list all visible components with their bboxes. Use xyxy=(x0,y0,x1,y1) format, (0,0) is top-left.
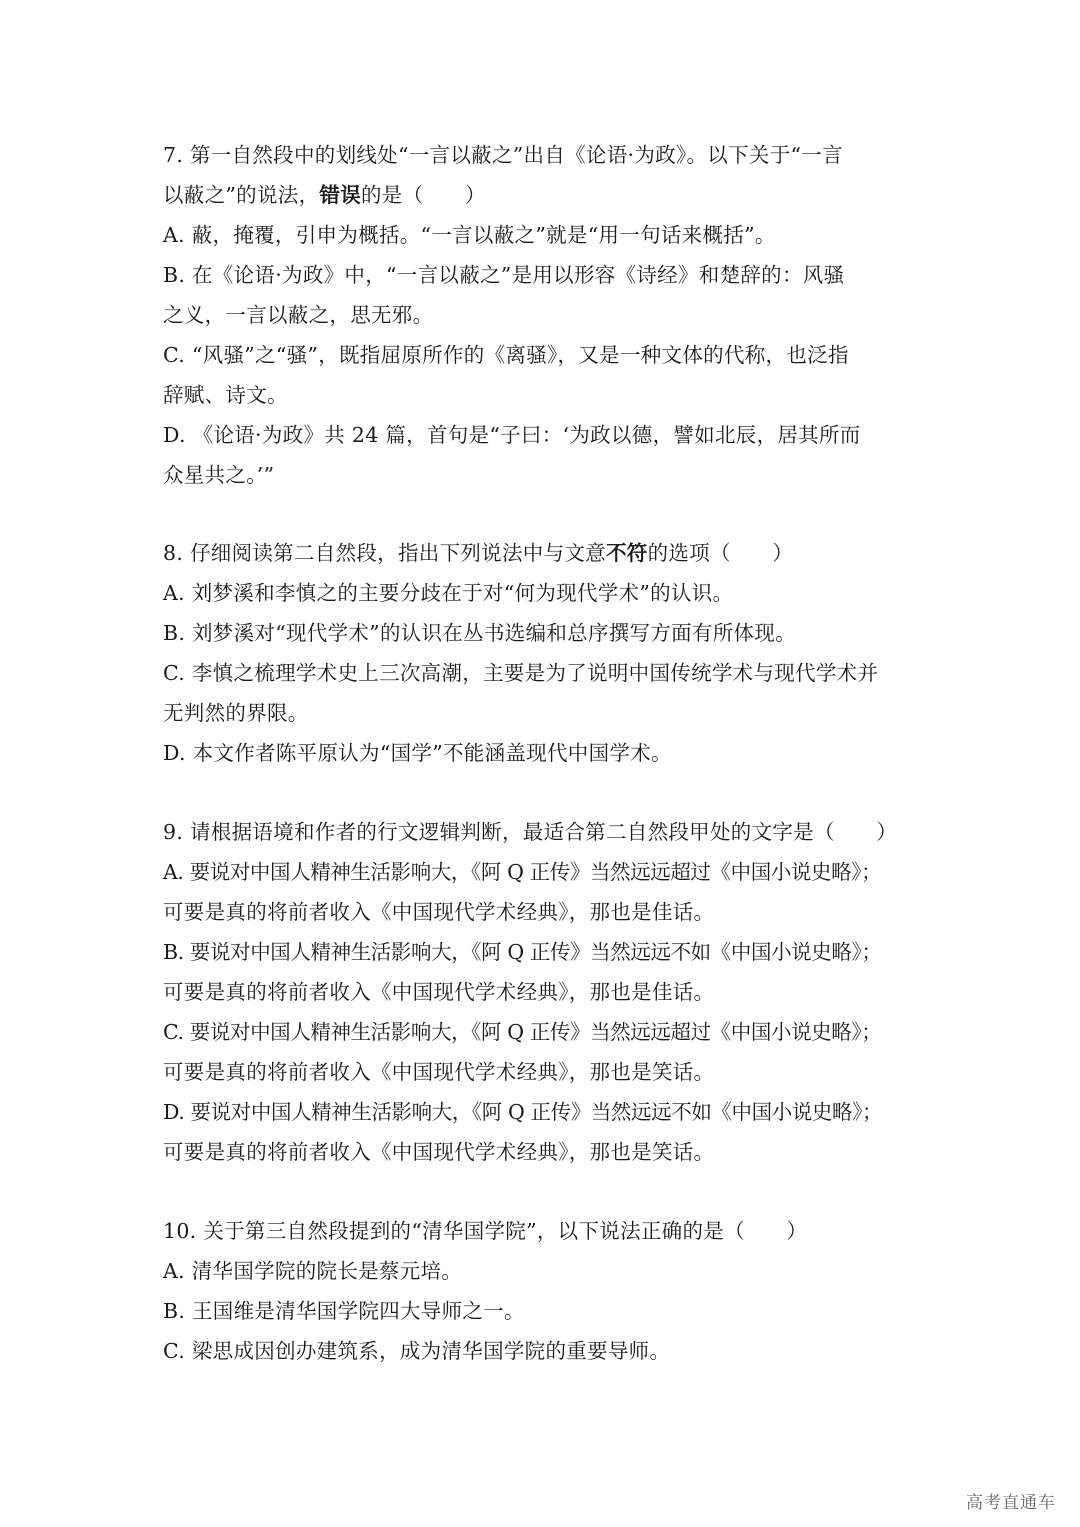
option-line: B. 在《论语·为政》中，“一言以蔽之”是用以形容《诗经》和楚辞的：风骚 xyxy=(163,263,845,287)
option-line: C. 梁思成因创办建筑系，成为清华国学院的重要导师。 xyxy=(163,1339,671,1363)
option-line: A. 蔽，掩覆，引申为概括。“一言以蔽之”就是“用一句话来概括”。 xyxy=(163,223,776,247)
question-stem xyxy=(163,533,878,573)
option-line: 可要是真的将前者收入《中国现代学术经典》，那也是佳话。 xyxy=(163,980,715,1004)
option-line: B. 王国维是清华国学院四大导师之一。 xyxy=(163,1299,525,1323)
emphasis-text: 错误 xyxy=(319,183,361,207)
option-line: 可要是真的将前者收入《中国现代学术经典》，那也是笑话。 xyxy=(163,1060,715,1084)
option-line: 众星共之。’” xyxy=(163,463,275,487)
stem-text: 8. 仔细阅读第二自然段，指出下列说法中与文意 xyxy=(163,541,606,565)
emphasis-text: 不符 xyxy=(605,541,648,565)
question-stem-continued xyxy=(163,175,861,215)
option-line: 辞赋、诗文。 xyxy=(163,383,288,407)
option-line: A. 要说对中国人精神生活影响大，《阿 Q 正传》当然远远超过《中国小说史略》； xyxy=(163,860,882,884)
option-line: D. 本文作者陈平原认为“国学”不能涵盖现代中国学术。 xyxy=(163,741,672,765)
option-line: C. 要说对中国人精神生活影响大，《阿 Q 正传》当然远远超过《中国小说史略》； xyxy=(163,1020,882,1044)
option-line: D. 《论语·为政》共 24 篇，首句是“子曰：‘为政以德，譬如北辰，居其所而 xyxy=(163,423,861,447)
question-stem: 7. 第一自然段中的划线处“一言以蔽之”出自《论语·为政》。以下关于“一言 xyxy=(163,143,843,167)
option-line: 无判然的界限。 xyxy=(163,701,309,725)
option-line: A. 清华国学院的院长是蔡元培。 xyxy=(163,1259,463,1283)
option-line: 可要是真的将前者收入《中国现代学术经典》，那也是佳话。 xyxy=(163,900,715,924)
option-line: A. 刘梦溪和李慎之的主要分歧在于对“何为现代学术”的认识。 xyxy=(163,581,734,605)
option-line: B. 刘梦溪对“现代学术”的认识在丛书选编和总序撰写方面有所体现。 xyxy=(163,621,796,645)
option-line: 之义，一言以蔽之，思无邪。 xyxy=(163,303,434,327)
option-line: 可要是真的将前者收入《中国现代学术经典》，那也是笑话。 xyxy=(163,1140,715,1164)
watermark-text: 高考直通车 xyxy=(966,1493,1056,1513)
option-line: C. 李慎之梳理学术史上三次高潮，主要是为了说明中国传统学术与现代学术并 xyxy=(163,661,879,685)
question-7 xyxy=(163,135,861,495)
question-10 xyxy=(163,1211,807,1371)
stem-text: 以蔽之”的说法， xyxy=(163,183,320,207)
option-line: C. “风骚”之“骚”，既指屈原所作的《离骚》，又是一种文体的代称，也泛指 xyxy=(163,343,849,367)
question-9 xyxy=(163,812,897,1172)
stem-text: 的选项（ ） xyxy=(647,541,794,565)
stem-text: 的是（ ） xyxy=(361,183,486,207)
question-stem: 9. 请根据语境和作者的行文逻辑判断，最适合第二自然段甲处的文字是（ ） xyxy=(163,820,898,844)
option-line: D. 要说对中国人精神生活影响大，《阿 Q 正传》当然远远不如《中国小说史略》； xyxy=(163,1100,883,1124)
question-8 xyxy=(163,533,878,773)
option-line: B. 要说对中国人精神生活影响大，《阿 Q 正传》当然远远不如《中国小说史略》； xyxy=(163,940,882,964)
question-stem: 10. 关于第三自然段提到的“清华国学院”，以下说法正确的是（ ） xyxy=(163,1219,808,1243)
